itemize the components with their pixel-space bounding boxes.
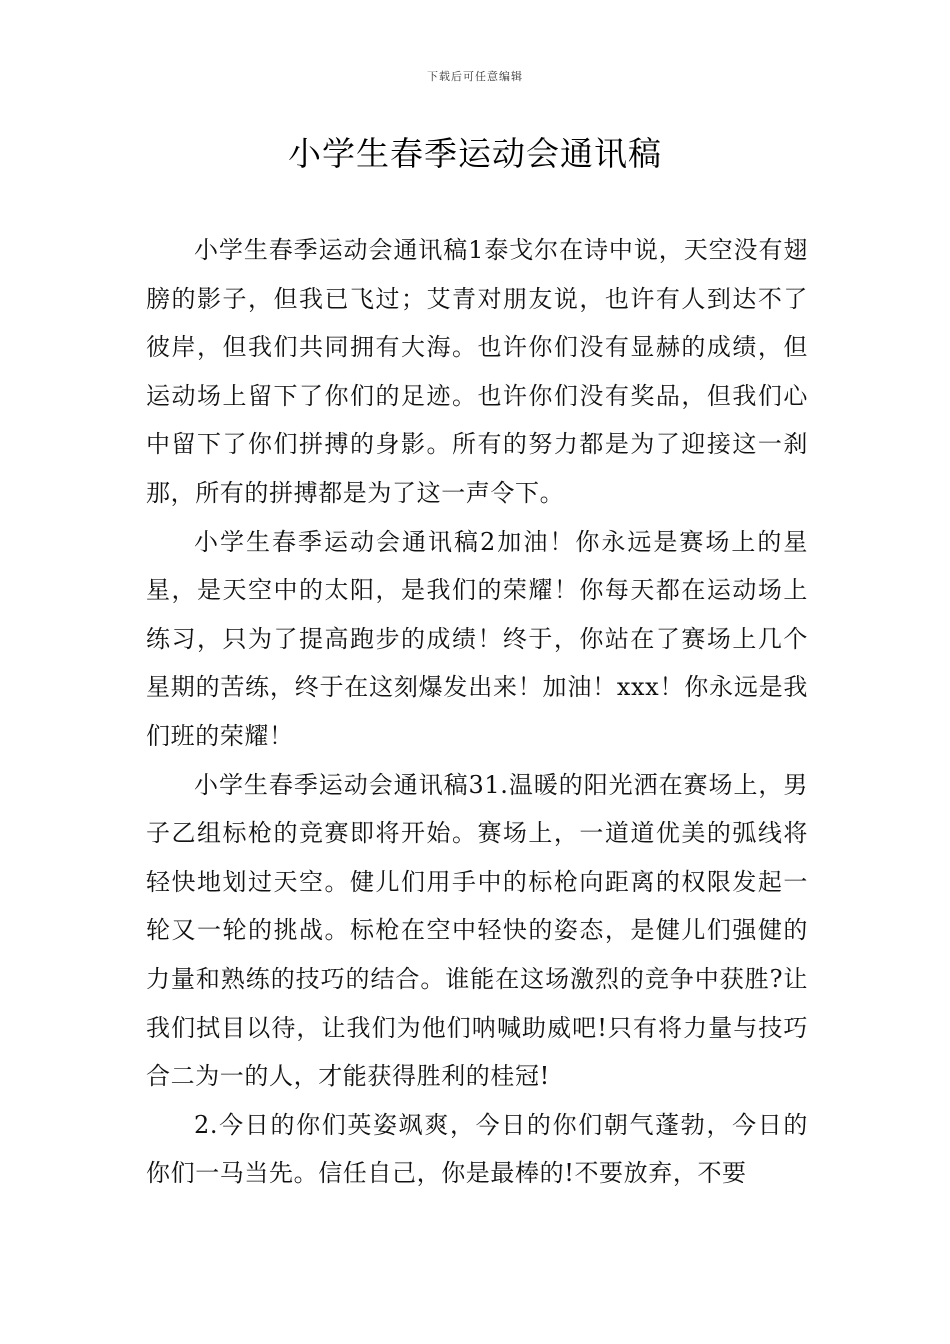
document-body: [146, 226, 808, 1198]
download-note: 下载后可任意编辑: [427, 70, 523, 83]
paragraph-4: 2.今日的你们英姿飒爽，今日的你们朝气蓬勃，今日的你们一马当先。信任自己，你是最棒的!不要放弃，不要: [146, 1110, 808, 1188]
paragraph-3: 小学生春季运动会通讯稿31.温暖的阳光洒在赛场上，男子乙组标枪的竞赛即将开始。赛场上，一道道优美的弧线将轻快地划过天空。健儿们用手中的标枪向距离的权限发起一轮又一轮的挑战。标枪在空中轻快的姿态，是健儿们强健的力量和熟练的技巧的结合。谁能在这场激烈的竞争中获胜?让我们拭目以待，让我们为他们呐喊助威吧!只有将力量与技巧合二为一的人，才能获得胜利的桂冠!: [146, 770, 808, 1091]
document-title: 小学生春季运动会通讯稿: [288, 134, 662, 173]
paragraph-2: 小学生春季运动会通讯稿2加油！你永远是赛场上的星星，是天空中的太阳，是我们的荣耀！你每天都在运动场上练习，只为了提高跑步的成绩！终于，你站在了赛场上几个星期的苦练，终于在这刻爆发出来！加油！xxx！你永远是我们班的荣耀！: [146, 527, 808, 750]
paragraph-1: 小学生春季运动会通讯稿1泰戈尔在诗中说，天空没有翅膀的影子，但我已飞过；艾青对朋友说，也许有人到达不了彼岸，但我们共同拥有大海。也许你们没有显赫的成绩，但运动场上留下了你们的足迹。也许你们没有奖品，但我们心中留下了你们拼搏的身影。所有的努力都是为了迎接这一刹那，所有的拼搏都是为了这一声令下。: [146, 236, 808, 507]
